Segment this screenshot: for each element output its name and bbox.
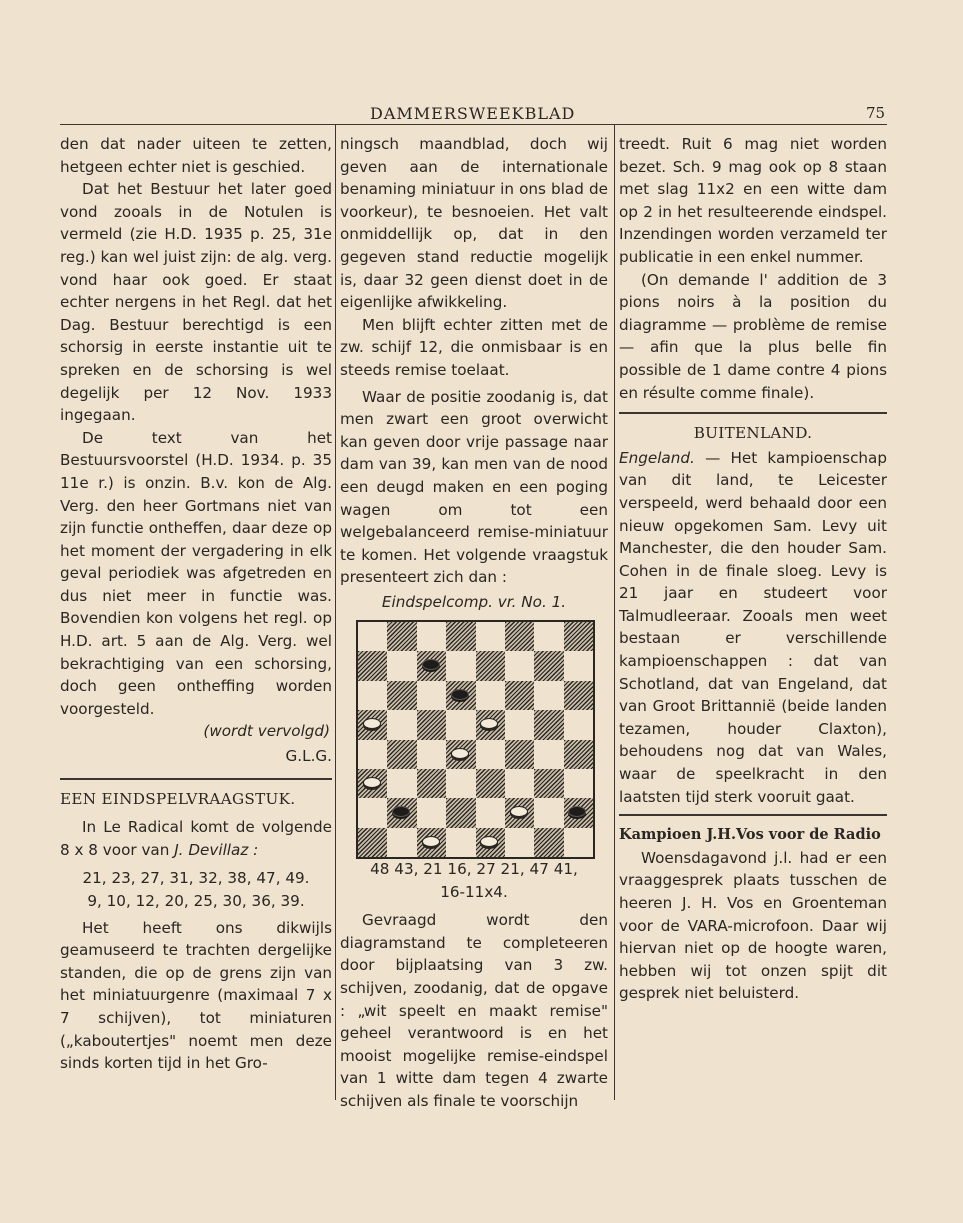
to-be-continued: (wordt vervolgd) bbox=[203, 722, 330, 741]
board-light-square bbox=[417, 740, 446, 769]
board-square-26 bbox=[446, 798, 475, 827]
board-square-7 bbox=[476, 651, 505, 680]
signature: G.L.G. bbox=[285, 747, 332, 766]
board-light-square bbox=[534, 681, 563, 710]
board-square-32 bbox=[534, 828, 563, 857]
white-piece-15 bbox=[480, 718, 498, 729]
board-square-8 bbox=[534, 651, 563, 680]
board-square-19 bbox=[505, 740, 534, 769]
board-light-square bbox=[476, 798, 505, 827]
black-piece-25 bbox=[392, 806, 410, 817]
board-square-10 bbox=[446, 681, 475, 710]
black-piece-6 bbox=[422, 659, 440, 670]
diagram-caption: Eindspelcomp. vr. No. 1. bbox=[381, 592, 567, 611]
board-light-square bbox=[387, 769, 416, 798]
board-light-square bbox=[358, 798, 387, 827]
board-light-square bbox=[387, 651, 416, 680]
board-light-square bbox=[534, 622, 563, 651]
white-piece-30 bbox=[422, 836, 440, 847]
column-2 bbox=[340, 133, 608, 613]
board-light-square bbox=[387, 710, 416, 739]
author-name: J. Devillaz : bbox=[174, 840, 259, 859]
board-square-20 bbox=[564, 740, 593, 769]
column-divider-2 bbox=[614, 125, 615, 1100]
board-light-square bbox=[446, 710, 475, 739]
board-square-15 bbox=[476, 710, 505, 739]
white-piece-18 bbox=[451, 748, 469, 759]
page-header-title: DAMMERSWEEKBLAD bbox=[370, 104, 576, 123]
column-2-lower bbox=[340, 858, 608, 1113]
white-piece-27 bbox=[510, 806, 528, 817]
board-square-11 bbox=[505, 681, 534, 710]
board-light-square bbox=[505, 769, 534, 798]
draughts-diagram bbox=[356, 620, 595, 859]
board-square-13 bbox=[358, 710, 387, 739]
board-light-square bbox=[446, 651, 475, 680]
board-square-16 bbox=[534, 710, 563, 739]
col1-paragraph-3: De text van het Bestuursvoorstel (H.D. 1934. p. 35 11e r.) is onzin. B.v. kon de Alg. Verg. den heer Gortmans niet van zijn functie ontheffen, daar deze op het moment der vergadering in elk geval periodiek was afgetreden en dus niet meer in functie was. Bovendien kon volgens het regl. op H.D. art. 5 aan de Alg. Verg. wel bekrachtiging van een schorsing, doch geen ontheffing worden voorgesteld. bbox=[60, 428, 332, 718]
board-square-27 bbox=[505, 798, 534, 827]
col3-paragraph-1: treedt. Ruit 6 mag niet worden bezet. Sch. 9 mag ook op 8 staan met slag 11x2 en een witte dam op 2 in het resulteerende eindspel. Inzendingen worden verzameld ter publicatie in een enkel nummer. bbox=[619, 135, 887, 266]
col3-paragraph-2: (On demande l' addition de 3 pions noirs à la position du diagramme — problème de remise — afin que la plus belle fin possible de 1 dame contre 4 pions en résulte comme finale). bbox=[619, 270, 887, 402]
col3-paragraph-3 bbox=[619, 447, 887, 809]
board-light-square bbox=[417, 622, 446, 651]
board-square-22 bbox=[417, 769, 446, 798]
white-piece-31 bbox=[480, 836, 498, 847]
board-square-12 bbox=[564, 681, 593, 710]
section-rule-buitenland bbox=[619, 412, 887, 414]
column-divider-1 bbox=[335, 125, 336, 1100]
section-rule bbox=[60, 778, 332, 780]
col1-paragraph-5: Het heeft ons dikwijls geamuseerd te trachten dergelijke standen, die op de grens zijn van het miniatuurgenre (maximaal 7 x 7 schijven), tot miniaturen („kaboutertjes" noemt men deze sinds korten tijd in het Gro- bbox=[60, 918, 332, 1073]
board-square-29 bbox=[358, 828, 387, 857]
section-rule-radio bbox=[619, 814, 887, 816]
white-piece-21 bbox=[363, 777, 381, 788]
white-pieces-list: 21, 23, 27, 31, 32, 38, 47, 49. bbox=[82, 869, 310, 888]
board-square-23 bbox=[476, 769, 505, 798]
board-square-18 bbox=[446, 740, 475, 769]
board-square-3 bbox=[505, 622, 534, 651]
country-lead: Engeland. bbox=[619, 448, 695, 467]
board-light-square bbox=[476, 622, 505, 651]
col2-paragraph-1: ningsch maandblad, doch wij geven aan de internationale benaming miniatuur in ons blad de voorkeur), te besnoeien. Het valt onmiddellijk op, dat in den gegeven stand reductie mogelijk is, daar 32 geen dienst doet in de eigenlijke afwikkeling. bbox=[340, 135, 608, 312]
col1-paragraph-2: Dat het Bestuur het later goed vond zooals in de Notulen is vermeld (zie H.D. 1935 p. 25, 31e reg.) kan wel juist zijn: de alg. verg. vond haar ook goed. Er staat echter nergens in het Regl. dat het Dag. Bestuur berechtigd is een schorsig in eerste instantie uit te spreken en de schorsing is wel degelijk per 12 Nov. 1933 ingegaan. bbox=[60, 180, 332, 425]
white-piece-13 bbox=[363, 718, 381, 729]
section-title-buitenland: BUITENLAND. bbox=[693, 424, 813, 443]
solution-moves-line-2: 16-11x4. bbox=[440, 882, 508, 901]
board-square-1 bbox=[387, 622, 416, 651]
col3-paragraph-4: Woensdagavond j.l. had er een vraaggesprek plaats tusschen de heeren J. H. Vos en Groenteman voor de VARA-microfoon. Daar wij hiervan niet op de hoogte waren, hebben wij tot onzen spijt dit gesprek niet beluisterd. bbox=[619, 848, 887, 1003]
board-light-square bbox=[358, 622, 387, 651]
board-light-square bbox=[417, 798, 446, 827]
col1-paragraph-1: den dat nader uiteen te zetten, hetgeen echter niet is geschied. bbox=[60, 135, 332, 176]
board-light-square bbox=[387, 828, 416, 857]
board-light-square bbox=[564, 710, 593, 739]
board-light-square bbox=[534, 740, 563, 769]
board-square-2 bbox=[446, 622, 475, 651]
board-light-square bbox=[505, 651, 534, 680]
board-square-4 bbox=[564, 622, 593, 651]
col1-paragraph-4-text: In Le Radical komt de volgende 8 x 8 voor van bbox=[60, 818, 332, 859]
board-light-square bbox=[446, 828, 475, 857]
board-square-25 bbox=[387, 798, 416, 827]
page-number: 75 bbox=[866, 104, 886, 122]
solution-moves-line-1: 48 43, 21 16, 27 21, 47 41, bbox=[370, 860, 578, 878]
board-light-square bbox=[417, 681, 446, 710]
board-light-square bbox=[505, 828, 534, 857]
board-square-14 bbox=[417, 710, 446, 739]
board-light-square bbox=[476, 681, 505, 710]
board-square-6 bbox=[417, 651, 446, 680]
col2-paragraph-4: Gevraagd wordt den diagramstand te completeeren door bijplaatsing van 3 zw. schijven, zoodanig, dat de opgave : „wit speelt en maakt remise" geheel verantwoord is en het mooist mogelijke remise-eindspel van 1 witte dam tegen 4 zwarte schijven als finale te voorschijn bbox=[340, 911, 608, 1110]
column-1 bbox=[60, 133, 332, 1075]
column-3 bbox=[619, 133, 887, 1005]
header-rule bbox=[60, 124, 887, 125]
board-square-24 bbox=[534, 769, 563, 798]
board-square-30 bbox=[417, 828, 446, 857]
col3-paragraph-3-text: — Het kampioenschap van dit land, te Leicester verspeeld, werd behaald door een nieuw opgekomen Sam. Levy uit Manchester, die den houder Sam. Cohen in de finale sloeg. Levy is 21 jaar en studeert voor Talmudleeraar. Zooals men weet bestaan er verschillende kampioenschappen : dat van Schotland, dat van Engeland, dat van Groot Brittannië (beide landen tezamen, houder Claxton), behoudens nog dat van Wales, waar de speelkracht in den laatsten tijd sterk vooruit gaat. bbox=[619, 448, 888, 806]
board-light-square bbox=[358, 681, 387, 710]
black-piece-28 bbox=[568, 806, 586, 817]
board-light-square bbox=[476, 740, 505, 769]
board-light-square bbox=[505, 710, 534, 739]
board-square-5 bbox=[358, 651, 387, 680]
black-piece-10 bbox=[451, 689, 469, 700]
col2-paragraph-2: Men blijft echter zitten met de zw. schijf 12, die onmisbaar is en steeds remise toelaat. bbox=[340, 315, 608, 379]
board-light-square bbox=[534, 798, 563, 827]
board-square-28 bbox=[564, 798, 593, 827]
board-light-square bbox=[358, 740, 387, 769]
board-square-9 bbox=[387, 681, 416, 710]
board-light-square bbox=[564, 651, 593, 680]
board-light-square bbox=[564, 769, 593, 798]
black-pieces-list: 9, 10, 12, 20, 25, 30, 36, 39. bbox=[87, 892, 305, 910]
board-light-square bbox=[564, 828, 593, 857]
board-square-21 bbox=[358, 769, 387, 798]
section-title-eindspelvraagstuk: EEN EINDSPELVRAAGSTUK. bbox=[60, 789, 296, 808]
col1-paragraph-4 bbox=[60, 816, 332, 861]
board-square-17 bbox=[387, 740, 416, 769]
board-square-31 bbox=[476, 828, 505, 857]
col2-paragraph-3: Waar de positie zoodanig is, dat men zwart een groot overwicht kan geven door vrije passage naar dam van 39, kan men van de nood een deugd maken en een poging wagen om tot een welgebalanceerd remise-miniatuur te komen. Het volgende vraagstuk presenteert zich dan : bbox=[340, 387, 608, 587]
section-title-radio: Kampioen J.H.Vos voor de Radio bbox=[619, 826, 881, 844]
board-light-square bbox=[446, 769, 475, 798]
